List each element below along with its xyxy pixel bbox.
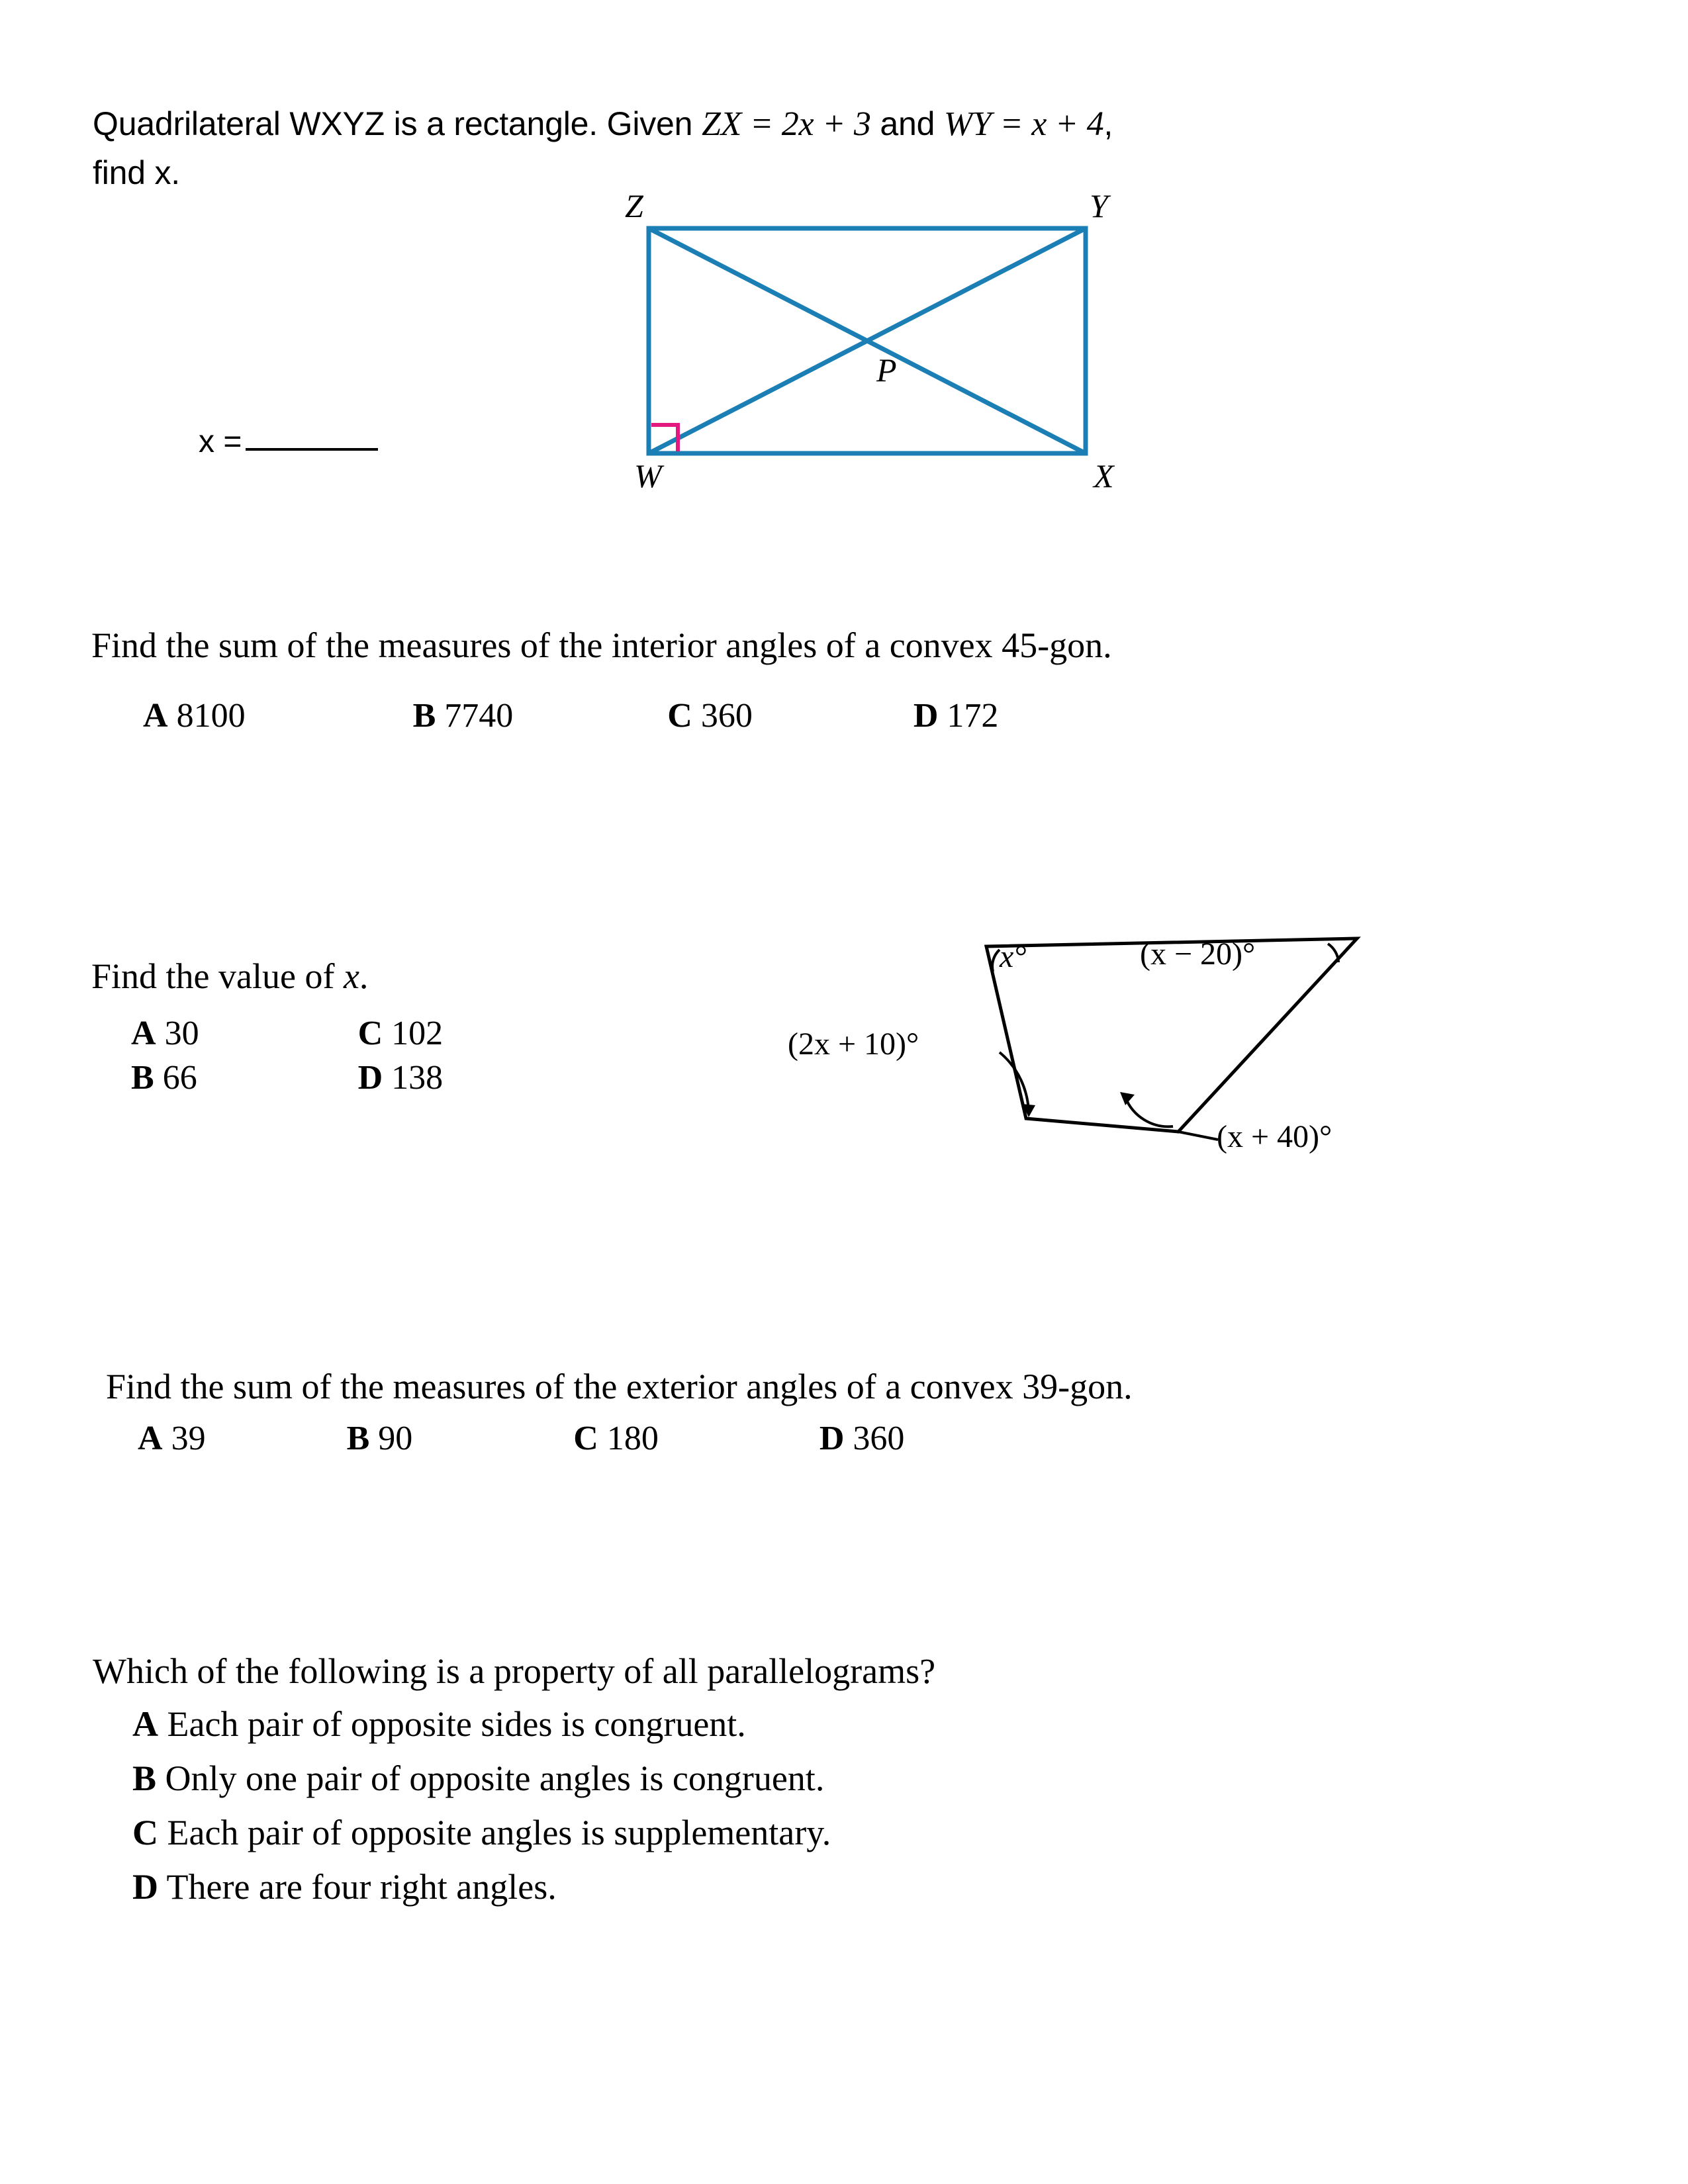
question-5-choice-d[interactable]: [132, 1864, 1609, 1911]
question-4-choice-b-letter: B: [346, 1420, 370, 1458]
question-3-choices: [131, 1011, 443, 1100]
question-5-choice-d-value: There are four right angles.: [166, 1866, 557, 1907]
question-4-choice-b[interactable]: [347, 1419, 413, 1458]
question-3-choice-b-value: 66: [162, 1059, 197, 1097]
question-5-choice-a-value: Each pair of opposite sides is congruent.: [167, 1704, 746, 1745]
question-1-given-wy: WY = x + 4: [943, 105, 1104, 143]
leader-bottom-right: [1178, 1132, 1218, 1140]
question-4-choice-d-letter: D: [819, 1420, 845, 1458]
question-4-choice-a-letter: A: [138, 1420, 163, 1458]
question-4-choice-d[interactable]: [820, 1419, 905, 1458]
question-3-choice-a-value: 30: [164, 1015, 199, 1053]
question-3-choice-d[interactable]: [199, 1056, 444, 1100]
question-3: [91, 953, 820, 1100]
question-3-choice-d-letter: D: [357, 1059, 383, 1097]
question-4-choice-c-value: 180: [606, 1420, 659, 1458]
angle-label-bottom-left: (2x + 10)°: [788, 1026, 919, 1062]
question-2-choice-b-value: 7740: [444, 697, 514, 735]
question-1-prompt-line2: find x.: [93, 154, 180, 192]
question-3-text-post: .: [359, 956, 369, 996]
question-2-text: Find the sum of the measures of the interior angles of a convex 45-gon.: [91, 625, 1112, 665]
question-2-choice-d[interactable]: [914, 696, 999, 735]
label-w: W: [634, 457, 662, 494]
label-y: Y: [1090, 187, 1108, 224]
question-3-choice-c-letter: C: [357, 1015, 383, 1053]
question-4-choice-c[interactable]: [573, 1419, 659, 1458]
question-5-choice-a-letter: A: [132, 1704, 158, 1745]
question-3-text-pre: Find the value of: [91, 956, 344, 996]
rectangle-figure-svg: [596, 192, 1139, 510]
question-1-prompt: [93, 99, 1602, 197]
question-1: [93, 99, 1602, 197]
rectangle-figure: [596, 187, 1139, 510]
angle-label-bottom-right: (x + 40)°: [1217, 1119, 1333, 1154]
question-2-choice-a-value: 8100: [176, 697, 246, 735]
question-1-answer-blank[interactable]: [246, 448, 378, 451]
angle-arc-top-right: [1328, 944, 1338, 962]
question-1-answer-label: x =: [199, 424, 242, 459]
question-3-text-var: x: [343, 956, 359, 996]
question-4-choice-b-value: 90: [378, 1420, 413, 1458]
question-5-choice-a[interactable]: [132, 1701, 1609, 1749]
question-4-choices: [138, 1419, 1622, 1458]
question-5-choice-c[interactable]: [132, 1809, 1609, 1857]
question-4-choice-a[interactable]: [138, 1419, 206, 1458]
question-3-choice-b-letter: B: [131, 1059, 154, 1097]
angle-arc-bottom-right: [1125, 1097, 1173, 1126]
question-5-choice-c-letter: C: [132, 1812, 158, 1852]
question-4-choice-c-letter: C: [573, 1420, 598, 1458]
question-3-text: [91, 953, 820, 999]
label-p: P: [876, 351, 897, 388]
question-4: [106, 1363, 1622, 1458]
label-z: Z: [625, 187, 643, 224]
angle-label-top-right: (x − 20)°: [1140, 936, 1256, 972]
question-2-choice-c-value: 360: [700, 697, 753, 735]
question-1-prompt-conj: and: [870, 105, 944, 142]
question-1-answer-area: [199, 424, 378, 460]
question-3-choice-d-value: 138: [391, 1059, 444, 1097]
angle-arc-top-left: [992, 950, 1000, 972]
question-5: [93, 1648, 1609, 1911]
question-2-choice-a[interactable]: [143, 696, 246, 735]
question-4-choice-d-value: 360: [853, 1420, 905, 1458]
question-4-choice-a-value: 39: [171, 1420, 206, 1458]
question-5-text: Which of the following is a property of all parallelograms?: [93, 1651, 936, 1691]
question-2-choice-d-value: 172: [947, 697, 999, 735]
question-2-choices: [91, 696, 1607, 735]
question-5-choice-c-value: Each pair of opposite angles is supplementary.: [167, 1812, 831, 1852]
question-1-given-zx: ZX = 2x + 3: [701, 105, 871, 143]
question-1-prompt-part1: Quadrilateral WXYZ is a rectangle. Given: [93, 105, 702, 142]
question-1-prompt-end: ,: [1103, 105, 1113, 142]
question-3-choice-c-value: 102: [391, 1015, 444, 1053]
question-4-text: Find the sum of the measures of the exterior angles of a convex 39-gon.: [106, 1367, 1133, 1406]
question-2-choice-c-letter: C: [667, 697, 692, 735]
question-2-choice-d-letter: D: [913, 697, 939, 735]
question-2-choice-c[interactable]: [667, 696, 753, 735]
question-5-choice-b[interactable]: [132, 1755, 1609, 1803]
question-2-choice-b[interactable]: [413, 696, 514, 735]
label-x: X: [1094, 457, 1114, 494]
question-2-choice-a-letter: A: [143, 697, 168, 735]
question-3-choice-c[interactable]: [199, 1011, 444, 1056]
angle-label-top-left: x°: [1000, 939, 1027, 974]
question-3-choice-a[interactable]: [131, 1011, 199, 1056]
question-2-choice-b-letter: B: [412, 697, 436, 735]
question-5-choice-d-letter: D: [132, 1866, 158, 1907]
question-3-choice-b[interactable]: [131, 1056, 199, 1100]
question-2: [91, 622, 1607, 735]
question-5-choice-b-letter: B: [132, 1758, 157, 1798]
question-3-choice-a-letter: A: [131, 1015, 156, 1053]
question-5-choice-b-value: Only one pair of opposite angles is congruent.: [165, 1758, 825, 1798]
quadrilateral-figure: [781, 927, 1615, 1205]
